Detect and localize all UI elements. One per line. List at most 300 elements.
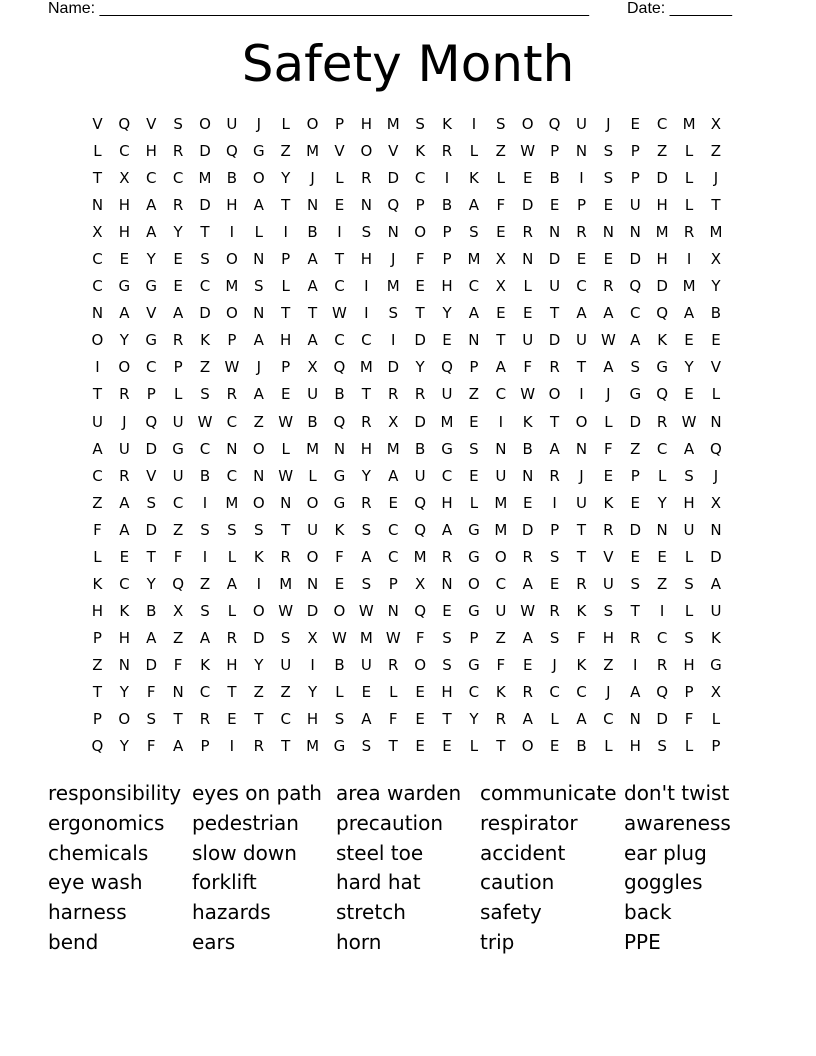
grid-letter: G — [252, 142, 265, 161]
grid-letter: E — [549, 737, 560, 756]
grid-letter: N — [495, 439, 507, 458]
grid-letter: O — [91, 331, 104, 350]
grid-letter: F — [93, 520, 102, 539]
grid-letter: O — [252, 169, 265, 188]
grid-letter: C — [119, 574, 130, 593]
grid-letter: R — [361, 493, 372, 512]
grid-letter: C — [414, 169, 426, 188]
grid-letter: L — [227, 547, 237, 566]
grid-letter: K — [200, 655, 210, 674]
grid-letter: A — [495, 358, 506, 377]
grid-letter: H — [280, 331, 292, 350]
grid-letter: A — [603, 358, 614, 377]
grid-letter: U — [549, 277, 561, 296]
grid-letter: X — [92, 223, 103, 242]
grid-letter: C — [656, 628, 668, 647]
grid-letter: A — [307, 331, 318, 350]
grid-letter: W — [278, 466, 294, 485]
grid-letter: J — [606, 385, 611, 404]
grid-letter: H — [118, 223, 130, 242]
grid-letter: B — [226, 169, 238, 188]
grid-letter: T — [173, 710, 183, 729]
grid-letter: O — [521, 115, 534, 133]
grid-letter: N — [468, 331, 480, 350]
grid-letter: M — [359, 628, 373, 647]
grid-letter: Y — [173, 223, 183, 242]
grid-letter: R — [630, 628, 641, 647]
word-bank-item: bend — [48, 929, 99, 954]
grid-letter: O — [252, 439, 265, 458]
grid-letter: C — [145, 358, 157, 377]
grid-letter: A — [630, 682, 641, 701]
grid-letter: Q — [710, 439, 722, 458]
grid-letter: T — [550, 412, 560, 431]
grid-letter: Y — [119, 737, 129, 756]
grid-letter: Z — [253, 412, 264, 431]
grid-letter: K — [576, 601, 587, 620]
grid-letter: W — [332, 304, 347, 323]
grid-letter: L — [335, 682, 344, 701]
grid-letter: L — [173, 385, 183, 404]
grid-letter: T — [711, 196, 721, 215]
grid-letter: Z — [92, 493, 103, 512]
grid-letter: P — [684, 682, 694, 701]
grid-letter: O — [225, 304, 238, 323]
grid-letter: D — [548, 331, 561, 350]
grid-letter: D — [629, 520, 642, 539]
grid-letter: F — [146, 737, 156, 756]
grid-letter: Y — [146, 250, 156, 269]
grid-letter: A — [468, 196, 480, 215]
grid-letter: R — [603, 520, 614, 539]
grid-letter: G — [145, 277, 158, 296]
grid-letter: L — [604, 412, 613, 431]
grid-letter: K — [603, 493, 614, 512]
grid-letter: E — [603, 466, 614, 485]
grid-letter: R — [495, 710, 507, 729]
grid-letter: G — [468, 655, 480, 674]
grid-letter: C — [656, 115, 668, 133]
grid-letter: S — [280, 628, 291, 647]
grid-letter: P — [200, 737, 210, 756]
word-bank-item: forklift — [192, 870, 257, 895]
grid-letter: D — [387, 169, 400, 188]
grid-letter: T — [281, 520, 291, 539]
grid-letter: L — [711, 385, 721, 404]
grid-letter: C — [334, 277, 345, 296]
grid-letter: B — [199, 466, 211, 485]
grid-letter: O — [118, 710, 131, 729]
grid-letter: J — [122, 412, 127, 431]
grid-letter: C — [92, 277, 103, 296]
grid-letter: R — [441, 142, 453, 161]
grid-letter: G — [118, 277, 131, 296]
grid-letter: A — [253, 385, 264, 404]
grid-letter: F — [496, 196, 506, 215]
word-bank-item: chemicals — [48, 840, 149, 865]
word-bank-item: back — [624, 900, 672, 925]
grid-letter: R — [656, 655, 668, 674]
grid-letter: U — [495, 466, 507, 485]
grid-letter: B — [549, 169, 560, 188]
grid-letter: F — [415, 628, 425, 647]
grid-letter: S — [361, 574, 372, 593]
grid-letter: C — [172, 493, 184, 512]
grid-letter: S — [146, 710, 156, 729]
grid-letter: S — [254, 520, 264, 539]
word-bank-item: communicate — [480, 781, 617, 805]
grid-letter: R — [172, 196, 184, 215]
word-bank — [48, 779, 768, 958]
grid-letter: W — [520, 601, 536, 620]
grid-letter: M — [655, 223, 669, 242]
grid-letter: W — [278, 601, 294, 620]
grid-letter: O — [360, 142, 373, 161]
grid-letter: N — [548, 223, 561, 242]
grid-letter: M — [386, 277, 400, 296]
grid-letter: D — [387, 358, 400, 377]
grid-letter: P — [630, 169, 640, 188]
grid-letter: M — [709, 223, 723, 242]
word-bank-item: eye wash — [48, 870, 143, 895]
grid-letter: V — [146, 466, 157, 485]
grid-letter: X — [307, 358, 318, 377]
grid-letter: L — [684, 169, 694, 188]
grid-letter: R — [172, 331, 184, 350]
grid-letter: I — [686, 250, 692, 269]
grid-letter: Q — [333, 412, 346, 431]
grid-letter: A — [468, 304, 480, 323]
grid-letter: I — [391, 331, 396, 350]
grid-letter: L — [604, 737, 613, 756]
grid-letter: S — [442, 655, 452, 674]
grid-letter: E — [603, 196, 614, 215]
grid-letter: N — [522, 250, 534, 269]
grid-letter: C — [92, 250, 103, 269]
grid-letter: O — [414, 223, 427, 242]
grid-letter: U — [360, 655, 372, 674]
grid-letter: K — [92, 574, 103, 593]
grid-letter: S — [415, 115, 425, 133]
grid-letter: D — [199, 196, 211, 215]
grid-letter: A — [361, 547, 372, 566]
grid-letter: O — [252, 601, 265, 620]
grid-letter: Q — [656, 385, 669, 404]
grid-letter: Y — [684, 358, 694, 377]
word-bank-item: hard hat — [336, 870, 421, 895]
grid-letter: I — [364, 304, 369, 323]
grid-letter: N — [575, 142, 588, 161]
grid-letter: T — [307, 304, 318, 323]
grid-letter: D — [629, 412, 642, 431]
grid-letter: D — [414, 412, 426, 431]
grid-letter: V — [146, 115, 157, 133]
grid-letter: P — [92, 710, 102, 729]
grid-letter: I — [256, 574, 261, 593]
grid-letter: K — [334, 520, 345, 539]
grid-letter: H — [226, 196, 238, 215]
grid-letter: A — [146, 196, 157, 215]
grid-letter: U — [575, 331, 587, 350]
grid-letter: S — [603, 169, 614, 188]
grid-letter: P — [550, 520, 560, 539]
grid-letter: Q — [656, 682, 669, 701]
grid-letter: D — [521, 196, 534, 215]
grid-letter: E — [603, 250, 614, 269]
grid-letter: I — [202, 547, 208, 566]
grid-letter: L — [711, 710, 721, 729]
grid-letter: A — [549, 439, 560, 458]
grid-letter: N — [91, 196, 104, 215]
grid-letter: S — [630, 574, 641, 593]
grid-letter: H — [441, 493, 453, 512]
grid-letter: S — [549, 628, 560, 647]
grid-letter: K — [253, 547, 264, 566]
grid-letter: A — [630, 331, 641, 350]
grid-letter: I — [579, 169, 584, 188]
grid-letter: G — [333, 493, 346, 512]
grid-letter: R — [119, 385, 130, 404]
grid-letter: E — [361, 682, 372, 701]
grid-letter: T — [281, 304, 291, 323]
grid-letter: E — [630, 547, 640, 566]
grid-letter: I — [659, 601, 665, 620]
grid-letter: A — [576, 304, 587, 323]
grid-letter: Y — [415, 358, 425, 377]
grid-letter: R — [361, 412, 372, 431]
grid-letter: N — [253, 250, 265, 269]
grid-letter: T — [550, 304, 560, 323]
grid-letter: R — [226, 628, 238, 647]
grid-letter: H — [306, 710, 319, 729]
grid-letter: E — [415, 682, 425, 701]
grid-letter: M — [198, 169, 212, 188]
grid-letter: O — [306, 115, 319, 133]
grid-letter: N — [253, 304, 265, 323]
grid-letter: E — [469, 466, 479, 485]
grid-letter: M — [682, 277, 696, 296]
grid-letter: O — [306, 493, 319, 512]
grid-letter: A — [119, 304, 130, 323]
grid-letter: E — [442, 601, 452, 620]
grid-letter: L — [469, 142, 479, 161]
grid-letter: R — [388, 655, 399, 674]
grid-letter: R — [522, 682, 533, 701]
grid-letter: V — [334, 142, 345, 161]
grid-letter: S — [496, 115, 506, 133]
grid-letter: H — [441, 277, 453, 296]
grid-letter: C — [334, 331, 345, 350]
grid-letter: I — [633, 655, 638, 674]
grid-letter: L — [684, 601, 694, 620]
grid-letter: E — [684, 385, 694, 404]
grid-letter: R — [280, 547, 291, 566]
grid-letter: E — [442, 737, 452, 756]
grid-letter: A — [253, 196, 264, 215]
grid-letter: T — [254, 710, 264, 729]
grid-letter: P — [173, 358, 183, 377]
grid-letter: A — [119, 493, 130, 512]
grid-letter: I — [444, 169, 450, 188]
grid-letter: X — [710, 682, 722, 701]
grid-letter: G — [656, 358, 668, 377]
grid-letter: T — [92, 682, 103, 701]
grid-letter: A — [199, 628, 211, 647]
grid-letter: F — [496, 655, 506, 674]
grid-letter: T — [227, 682, 237, 701]
grid-letter: K — [522, 412, 533, 431]
grid-letter: U — [522, 331, 534, 350]
grid-letter: S — [469, 439, 479, 458]
grid-letter: R — [199, 710, 211, 729]
grid-letter: L — [281, 277, 290, 296]
grid-letter: Q — [629, 277, 642, 296]
grid-letter: P — [550, 142, 560, 161]
grid-letter: O — [494, 547, 507, 566]
grid-letter: D — [306, 601, 319, 620]
grid-letter: A — [576, 710, 587, 729]
grid-letter: X — [710, 493, 722, 512]
grid-letter: S — [684, 466, 694, 485]
grid-letter: D — [199, 304, 211, 323]
grid-letter: G — [333, 466, 346, 485]
grid-letter: D — [521, 520, 534, 539]
grid-letter: T — [146, 547, 156, 566]
word-bank-item: harness — [48, 900, 127, 925]
grid-letter: E — [280, 385, 291, 404]
word-bank-item: awareness — [624, 810, 731, 835]
grid-letter: U — [629, 196, 641, 215]
grid-letter: J — [713, 466, 719, 485]
grid-letter: A — [361, 710, 372, 729]
grid-letter: Y — [119, 331, 129, 350]
grid-letter: U — [710, 601, 722, 620]
grid-letter: X — [172, 601, 184, 620]
grid-letter: A — [522, 628, 533, 647]
word-bank-item: stretch — [336, 900, 406, 925]
grid-letter: L — [281, 115, 290, 133]
grid-letter: Q — [387, 196, 400, 215]
grid-letter: J — [552, 655, 557, 674]
word-bank-item: eyes on path — [192, 781, 322, 805]
grid-letter: P — [576, 196, 586, 215]
grid-letter: N — [629, 223, 641, 242]
grid-letter: P — [415, 196, 425, 215]
grid-letter: C — [361, 331, 372, 350]
grid-letter: O — [521, 737, 534, 756]
grid-letter: Q — [118, 115, 131, 133]
grid-letter: Y — [442, 304, 452, 323]
grid-letter: D — [199, 142, 211, 161]
grid-letter: Y — [281, 169, 291, 188]
grid-letter: R — [549, 358, 560, 377]
grid-letter: I — [552, 493, 557, 512]
word-bank-item: PPE — [624, 929, 661, 954]
grid-letter: Y — [657, 493, 667, 512]
grid-letter: E — [334, 574, 345, 593]
grid-letter: L — [281, 439, 290, 458]
grid-letter: E — [684, 331, 694, 350]
grid-letter: H — [118, 196, 130, 215]
grid-letter: C — [199, 682, 211, 701]
grid-letter: P — [442, 223, 452, 242]
grid-letter: H — [118, 628, 130, 647]
grid-letter: A — [172, 304, 184, 323]
grid-letter: Z — [280, 142, 291, 161]
grid-letter: U — [683, 520, 695, 539]
grid-letter: L — [657, 466, 667, 485]
grid-letter: E — [496, 223, 506, 242]
grid-letter: H — [360, 250, 372, 269]
grid-letter: T — [281, 196, 291, 215]
grid-letter: G — [468, 601, 480, 620]
grid-letter: Y — [711, 277, 721, 296]
grid-letter: T — [415, 304, 425, 323]
grid-letter: E — [549, 574, 560, 593]
grid-letter: P — [388, 574, 398, 593]
grid-letter: G — [441, 439, 453, 458]
grid-letter: J — [310, 169, 315, 188]
grid-letter: H — [441, 682, 453, 701]
grid-letter: S — [657, 737, 667, 756]
grid-letter: D — [548, 250, 561, 269]
grid-letter: T — [92, 169, 103, 188]
word-bank-item: safety — [480, 900, 542, 925]
grid-letter: T — [388, 737, 398, 756]
grid-letter: D — [656, 169, 668, 188]
grid-letter: F — [173, 547, 183, 566]
grid-letter: R — [172, 142, 184, 161]
name-field-label: Name: _______________________________________________________ — [48, 0, 589, 17]
grid-letter: J — [606, 682, 611, 701]
grid-letter: V — [710, 358, 722, 377]
grid-letter: U — [280, 655, 292, 674]
word-bank-item: caution — [480, 870, 555, 895]
grid-letter: Z — [657, 142, 668, 161]
grid-letter: W — [600, 331, 616, 350]
grid-letter: M — [440, 412, 454, 431]
grid-letter: N — [387, 601, 399, 620]
word-bank-item: precaution — [336, 810, 444, 835]
page-title: Safety Month — [241, 35, 575, 93]
grid-letter: Z — [280, 682, 291, 701]
grid-letter: M — [279, 574, 293, 593]
grid-letter: U — [441, 385, 453, 404]
grid-letter: E — [576, 250, 587, 269]
grid-letter: K — [468, 169, 479, 188]
grid-letter: P — [334, 115, 344, 133]
grid-letter: F — [604, 439, 613, 458]
word-bank-item: goggles — [624, 870, 703, 895]
grid-letter: G — [710, 655, 722, 674]
grid-letter: I — [337, 223, 342, 242]
grid-letter: L — [496, 169, 505, 188]
grid-letter: T — [442, 710, 452, 729]
grid-letter: C — [495, 574, 507, 593]
grid-letter: N — [629, 710, 641, 729]
grid-letter: G — [468, 547, 480, 566]
grid-letter: C — [468, 682, 480, 701]
grid-letter: E — [522, 493, 533, 512]
grid-letter: R — [576, 223, 587, 242]
grid-letter: Q — [548, 115, 561, 133]
grid-letter: S — [630, 358, 641, 377]
grid-letter: N — [306, 574, 319, 593]
grid-letter: C — [388, 547, 399, 566]
grid-letter: Z — [495, 628, 506, 647]
grid-letter: M — [359, 358, 373, 377]
grid-letter: E — [630, 493, 640, 512]
